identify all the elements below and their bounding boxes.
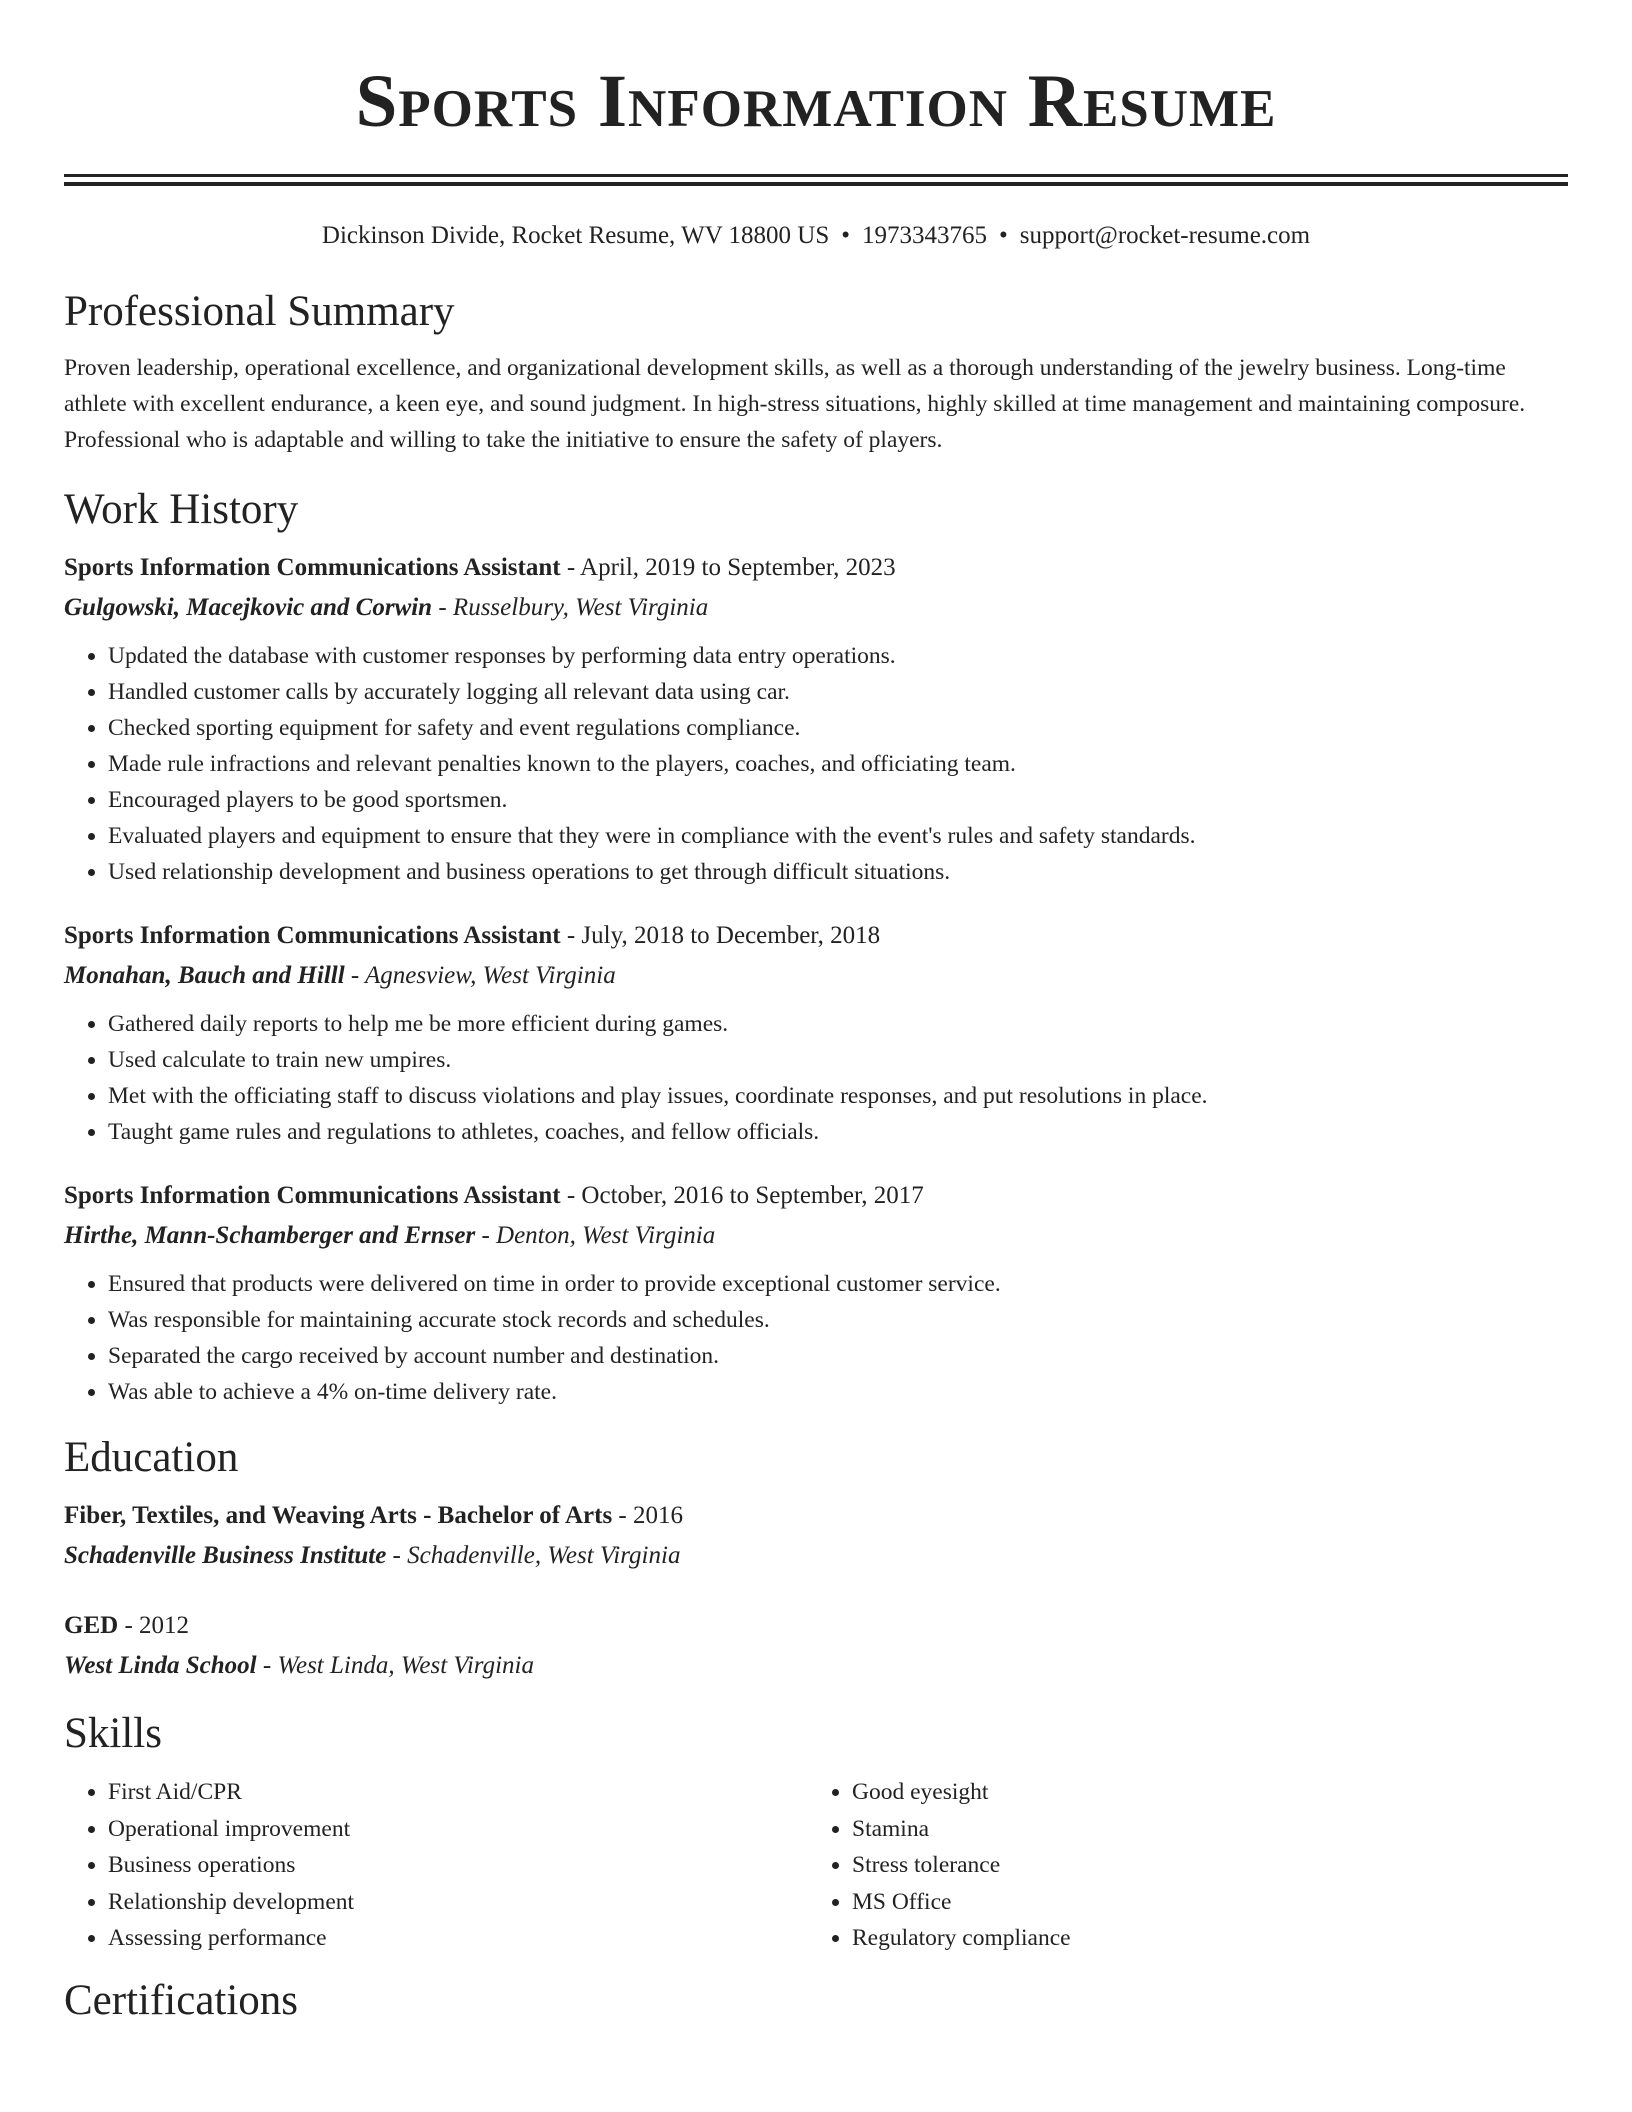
list-item: • Used relationship development and business operations to get through difficult situations. — [108, 854, 1568, 890]
skills-section — [64, 1708, 1568, 1957]
school-name: Schadenville Business Institute — [64, 1542, 387, 1569]
job-bullets — [64, 1266, 1568, 1410]
education-entry — [64, 1606, 1568, 1686]
job-location: - Russelbury, West Virginia — [432, 594, 709, 621]
job-company: Gulgowski, Macejkovic and Corwin — [64, 594, 433, 621]
list-item: • Made rule infractions and relevant penalties known to the players, coaches, and officiating team. — [108, 746, 1568, 782]
job-company-line — [64, 956, 1568, 996]
job-company-line — [64, 1216, 1568, 1256]
list-item: • Handled customer calls by accurately logging all relevant data using car. — [108, 674, 1568, 710]
job-title-line — [64, 548, 1568, 588]
resume-title: Sports Information Resume — [355, 60, 1277, 143]
list-item: • Gathered daily reports to help me be more efficient during games. — [108, 1006, 1568, 1042]
job-role: Sports Information Communications Assistant — [64, 1182, 561, 1209]
certifications-heading: Certifications — [64, 1976, 299, 2024]
job-title-line — [64, 916, 1568, 956]
contact-separator: • — [999, 222, 1008, 249]
job-dates: - October, 2016 to September, 2017 — [560, 1182, 924, 1209]
list-item: • Business operations — [108, 1847, 808, 1884]
list-item: • Taught game rules and regulations to athletes, coaches, and fellow officials. — [108, 1114, 1568, 1150]
job-company: Hirthe, Mann-Schamberger and Ernser — [64, 1222, 476, 1249]
list-item: • Relationship development — [108, 1884, 808, 1921]
list-item: • Evaluated players and equipment to ensure that they were in compliance with the event's rules and safety standards. — [108, 818, 1568, 854]
contact-separator: • — [841, 222, 851, 249]
list-item: • Checked sporting equipment for safety and event regulations compliance. — [108, 710, 1568, 746]
list-item: • Operational improvement — [108, 1811, 808, 1848]
job-company-line — [64, 588, 1568, 628]
education-section — [64, 1432, 1568, 1686]
school-line — [64, 1536, 1568, 1576]
school-line — [64, 1646, 1568, 1686]
contact-address: Dickinson Divide, Rocket Resume, WV 18800 US — [321, 222, 830, 249]
list-item: • Was able to achieve a 4% on-time delivery rate. — [108, 1374, 1568, 1410]
list-item: • Ensured that products were delivered on time in order to provide exceptional customer service. — [108, 1266, 1568, 1302]
contact-email: support@rocket-resume.com — [1019, 222, 1311, 249]
title-divider-bottom — [64, 182, 1568, 186]
degree-line — [64, 1606, 1568, 1646]
list-item: • Used calculate to train new umpires. — [108, 1042, 1568, 1078]
degree-year: - 2016 — [612, 1502, 683, 1529]
summary-heading: Professional Summary — [64, 288, 455, 335]
job-company: Monahan, Bauch and Hilll — [64, 962, 345, 989]
list-item: • Stress tolerance — [852, 1847, 1552, 1884]
skills-columns — [64, 1774, 1568, 1957]
school-location: - Schadenville, West Virginia — [386, 1542, 681, 1569]
contact-phone: 1973343765 — [862, 222, 988, 249]
list-item: • Regulatory compliance — [852, 1920, 1552, 1957]
list-item: • First Aid/CPR — [108, 1774, 808, 1811]
list-item: • Met with the officiating staff to discuss violations and play issues, coordinate responses, and put resolutions in place. — [108, 1078, 1568, 1114]
job-title-line — [64, 1176, 1568, 1216]
education-heading: Education — [64, 1434, 239, 1481]
title-divider-top — [64, 174, 1568, 177]
list-item: • Encouraged players to be good sportsmen. — [108, 782, 1568, 818]
skills-right-column — [808, 1774, 1552, 1957]
school-name: West Linda School — [64, 1652, 257, 1679]
work-history-section — [64, 484, 1568, 1410]
list-item: • Assessing performance — [108, 1920, 808, 1957]
education-entry — [64, 1496, 1568, 1576]
degree-name: Fiber, Textiles, and Weaving Arts - Bachelor of Arts — [64, 1502, 613, 1529]
list-item: • Separated the cargo received by account number and destination. — [108, 1338, 1568, 1374]
degree-year: - 2012 — [118, 1612, 190, 1639]
school-location: - West Linda, West Virginia — [256, 1652, 534, 1679]
summary-section — [64, 286, 1568, 458]
list-item: • Was responsible for maintaining accurate stock records and schedules. — [108, 1302, 1568, 1338]
degree-name: GED — [64, 1612, 119, 1639]
job-dates: - July, 2018 to December, 2018 — [560, 922, 881, 949]
job-role: Sports Information Communications Assistant — [64, 922, 561, 949]
job-dates: - April, 2019 to September, 2023 — [560, 554, 896, 581]
list-item: • Good eyesight — [852, 1774, 1552, 1811]
job-bullets — [64, 1006, 1568, 1150]
job-location: - Denton, West Virginia — [475, 1222, 716, 1249]
job-entry — [64, 1176, 1568, 1410]
contact-line — [64, 220, 1568, 252]
summary-text: Proven leadership, operational excellence, and organizational development skills, as well as a thorough understanding of the jewelry business. Long-time athlete with excellent endurance, a keen eye, and sound judgment. In high-stress situations, highly skilled at time management and maintaining composure. Professional who is adaptable and willing to take the initiative to ensure the safety of players. — [64, 355, 1526, 453]
degree-line — [64, 1496, 1568, 1536]
list-item: • Updated the database with customer responses by performing data entry operations. — [108, 638, 1568, 674]
job-entry — [64, 916, 1568, 1150]
job-bullets — [64, 638, 1568, 890]
job-entry — [64, 548, 1568, 890]
job-location: - Agnesview, West Virginia — [344, 962, 616, 989]
list-item: • MS Office — [852, 1884, 1552, 1921]
skills-heading: Skills — [64, 1710, 162, 1757]
list-item: • Stamina — [852, 1811, 1552, 1848]
work-history-heading: Work History — [64, 486, 299, 533]
skills-left-column — [64, 1774, 808, 1957]
certifications-section — [64, 1975, 1568, 2027]
job-role: Sports Information Communications Assistant — [64, 554, 561, 581]
